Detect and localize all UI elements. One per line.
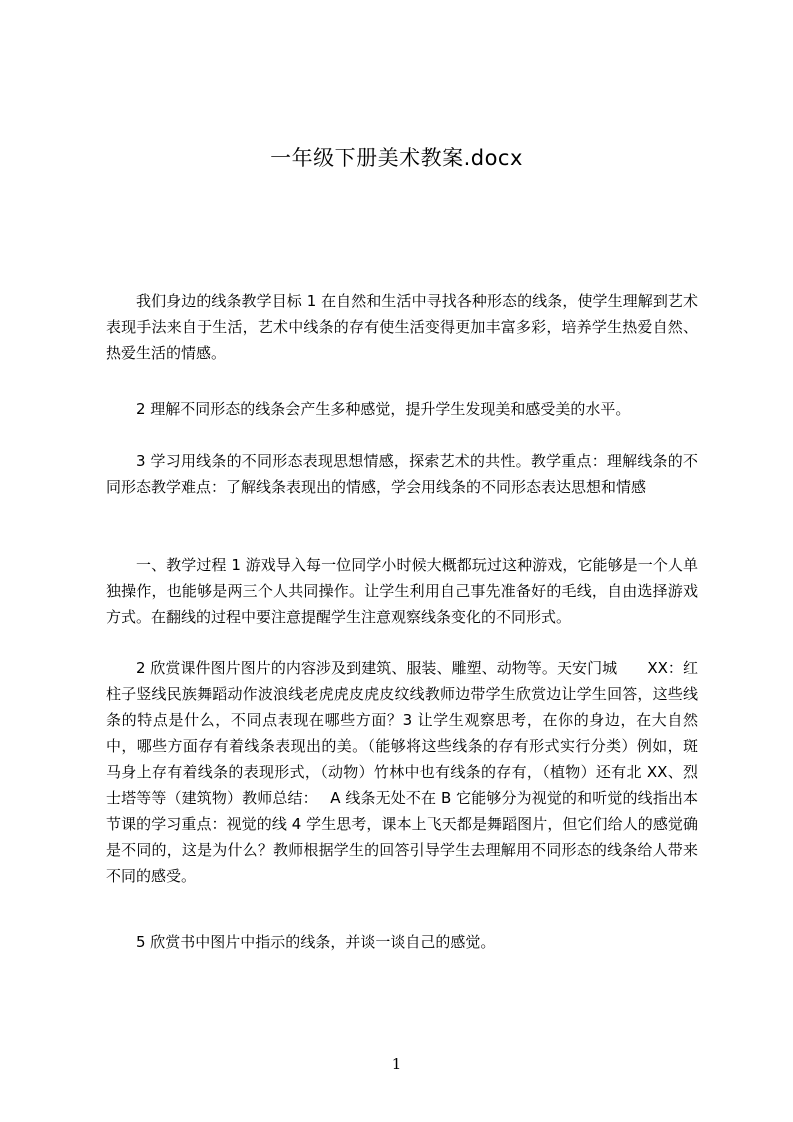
- paragraph-text: 3 学习用线条的不同形态表现思想情感，探索艺术的共性。教学重点：理解线条的不同形态教学难点：了解线条表现出的情感，学会用线条的不同形态表达思想和情感: [106, 452, 698, 496]
- paragraph-text: 2 理解不同形态的线条会产生多种感觉，提升学生发现美和感受美的水平。: [136, 400, 631, 418]
- paragraph-teaching-process-2: [106, 655, 698, 889]
- paragraph-teaching-process-5: [106, 929, 698, 955]
- paragraph-teaching-goal-3: [106, 448, 698, 500]
- document-title: 一年级下册美术教案.docx: [270, 146, 523, 170]
- paragraph-text: 一、教学过程 1 游戏导入每一位同学小时候大概都玩过这种游戏，它能够是一个人单独操作，也能够是两三个人共同操作。让学生利用自己事先准备好的毛线，自由选择游戏方式。在翻线的过程中要注意提醒学生注意观察线条变化的不同形式。: [106, 556, 698, 626]
- paragraph-text: 2 欣赏课件图片图片的内容涉及到建筑、服装、雕塑、动物等。天安门城 XX：红柱子竖线民族舞蹈动作波浪线老虎虎皮虎皮纹线教师边带学生欣赏边让学生回答，这些线条的特点是什么，不同点表现在哪些方面？3 让学生观察思考，在你的身边，在大自然中，哪些方面存有着线条表现出的美。（能够将这些线条的存有形式实行分类）例如，斑马身上存有着线条的表现形式，（动物）竹林中也有线条的存有，（植物）还有北 XX、烈士塔等等（建筑物）教师总结： A 线条无处不在 B 它能够分为视觉的和听觉的线指出本节课的学习重点：视觉的线 4 学生思考，课本上飞天都是舞蹈图片，但它们给人的感觉确是不同的，这是为什么？教师根据学生的回答引导学生去理解用不同形态的线条给人带来不同的感受。: [106, 659, 698, 885]
- page-number: 1: [391, 1055, 402, 1073]
- paragraph-text: 5 欣赏书中图片中指示的线条，并谈一谈自己的感觉。: [136, 933, 496, 951]
- paragraph-teaching-goal-1: [106, 288, 698, 366]
- paragraph-text: 我们身边的线条教学目标 1 在自然和生活中寻找各种形态的线条，使学生理解到艺术表现手法来自于生活，艺术中线条的存有使生活变得更加丰富多彩，培养学生热爱自然、热爱生活的情感。: [106, 292, 698, 362]
- paragraph-teaching-goal-2: [106, 396, 698, 422]
- paragraph-teaching-process-1: [106, 552, 698, 630]
